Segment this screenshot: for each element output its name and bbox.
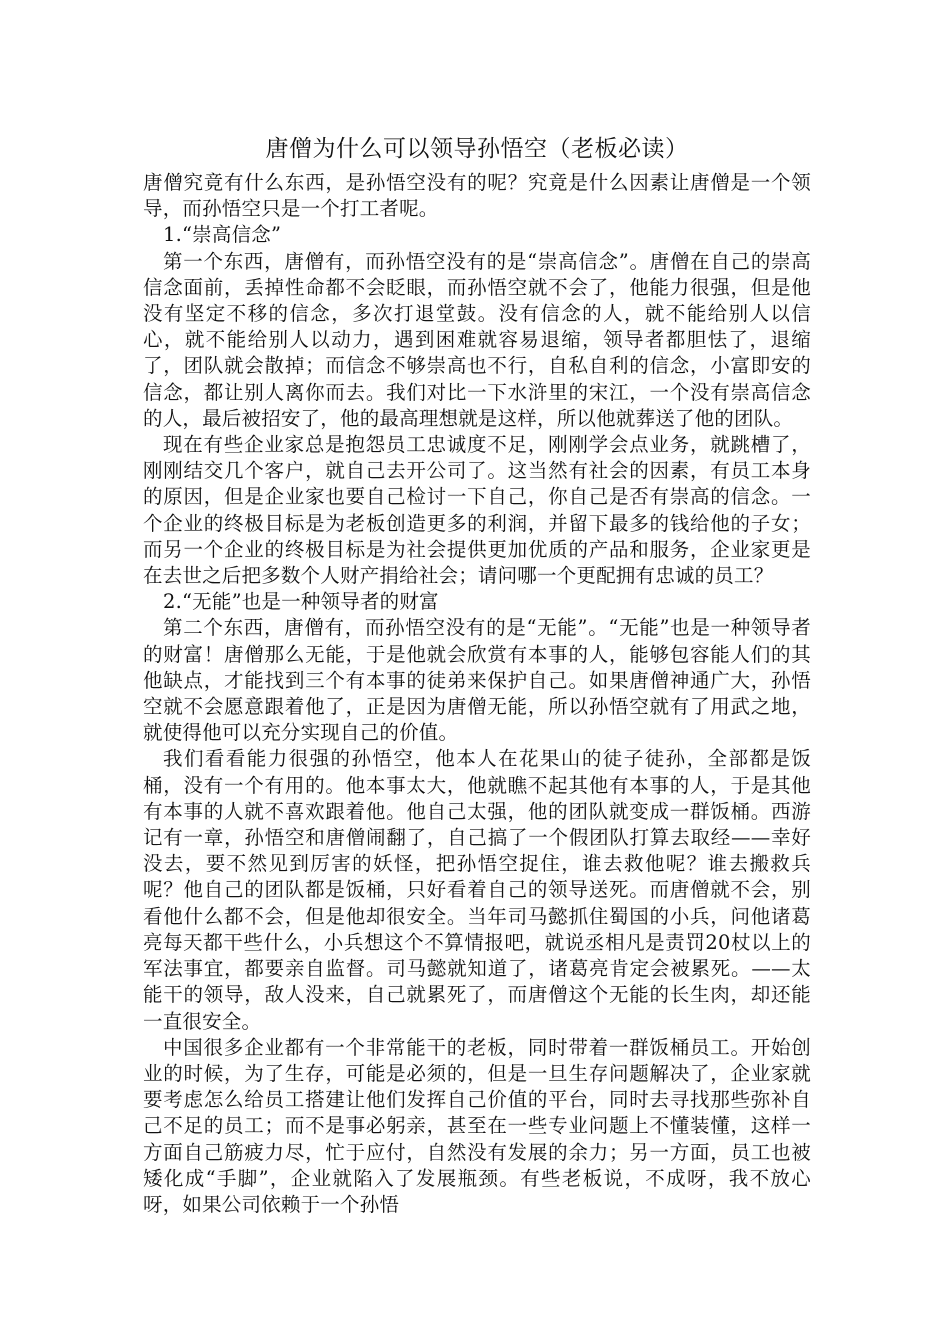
paragraph-chinese-enterprises: 中国很多企业都有一个非常能干的老板，同时带着一群饭桶员工。开始创业的时候，为了生存，可能是必须的，但是一旦生存问题解决了，企业家就要考虑怎么给员工搭建让他们发挥自己价值的平台，同时去寻找那些弥补自己不足的员工；而不是事必躬亲，甚至在一些专业问题上不懂装懂，这样一方面自己筋疲力尽，忙于应付，自然没有发展的余力；另一方面，员工也被矮化成“手脚”，企业就陷入了发展瓶颈。有些老板说，不成呀，我不放心呀，如果公司依赖于一个孙悟 [143,1035,811,1216]
document-page [143,134,811,1218]
document-title: 唐僧为什么可以领导孙悟空（老板必读） [265,136,689,162]
heading-incompetence: 2.“无能”也是一种领导者的财富 [163,590,439,614]
paragraph-belief: 第一个东西，唐僧有，而孙悟空没有的是“崇高信念”。唐僧在自己的崇高信念面前，丢掉性命都不会眨眼，而孙悟空就不会了，他能力很强，但是他没有坚定不移的信念，多次打退堂鼓。没有信念的人，就不能给别人以信心，就不能给别人以动力，遇到困难就容易退缩，领导者都胆怯了，退缩了，团队就会散掉；而信念不够崇高也不行，自私自利的信念，小富即安的信念，都让别人离你而去。我们对比一下水浒里的宋江，一个没有崇高信念的人，最后被招安了，他的最高理想就是这样，所以他就葬送了他的团队。 [143,249,811,430]
paragraph-incompetence: 第二个东西，唐僧有，而孙悟空没有的是“无能”。“无能”也是一种领导者的财富！唐僧那么无能，于是他就会欣赏有本事的人，能够包容能人们的其他缺点，才能找到三个有本事的徒弟来保护自己。如果唐僧神通广大，孙悟空就不会愿意跟着他了，正是因为唐僧无能，所以孙悟空就有了用武之地，就使得他可以充分实现自己的价值。 [143,616,811,745]
paragraph-intro: 唐僧究竟有什么东西，是孙悟空没有的呢？究竟是什么因素让唐僧是一个领导，而孙悟空只是一个打工者呢。 [143,171,811,221]
heading-lofty-belief: 1.“崇高信念” [163,223,282,247]
paragraph-loyalty: 现在有些企业家总是抱怨员工忠诚度不足，刚刚学会点业务，就跳槽了，刚刚结交几个客户，就自己去开公司了。这当然有社会的因素，有员工本身的原因，但是企业家也要自己检讨一下自己，你自己是否有崇高的信念。一个企业的终极目标是为老板创造更多的利润，并留下最多的钱给他的子女；而另一个企业的终极目标是为社会提供更加优质的产品和服务，企业家更是在去世之后把多数个人财产捐给社会；请问哪一个更配拥有忠诚的员工？ [143,433,811,588]
document-body [143,170,811,1218]
paragraph-capable-wukong: 我们看看能力很强的孙悟空，他本人在花果山的徒子徒孙，全部都是饭桶，没有一个有用的。他本事太大，他就瞧不起其他有本事的人，于是其他有本事的人就不喜欢跟着他。他自己太强，他的团队就变成一群饭桶。西游记有一章，孙悟空和唐僧闹翻了，自己搞了一个假团队打算去取经——幸好没去，要不然见到厉害的妖怪，把孙悟空捉住，谁去救他呢？谁去搬救兵呢？他自己的团队都是饭桶，只好看着自己的领导送死。而唐僧就不会，别看他什么都不会，但是他却很安全。当年司马懿抓住蜀国的小兵，问他诸葛亮每天都干些什么，小兵想这个不算情报吧，就说丞相凡是责罚20杖以上的军法事宜，都要亲自监督。司马懿就知道了，诸葛亮肯定会被累死。——太能干的领导，敌人没来，自己就累死了，而唐僧这个无能的长生肉，却还能一直很安全。 [143,747,811,1033]
